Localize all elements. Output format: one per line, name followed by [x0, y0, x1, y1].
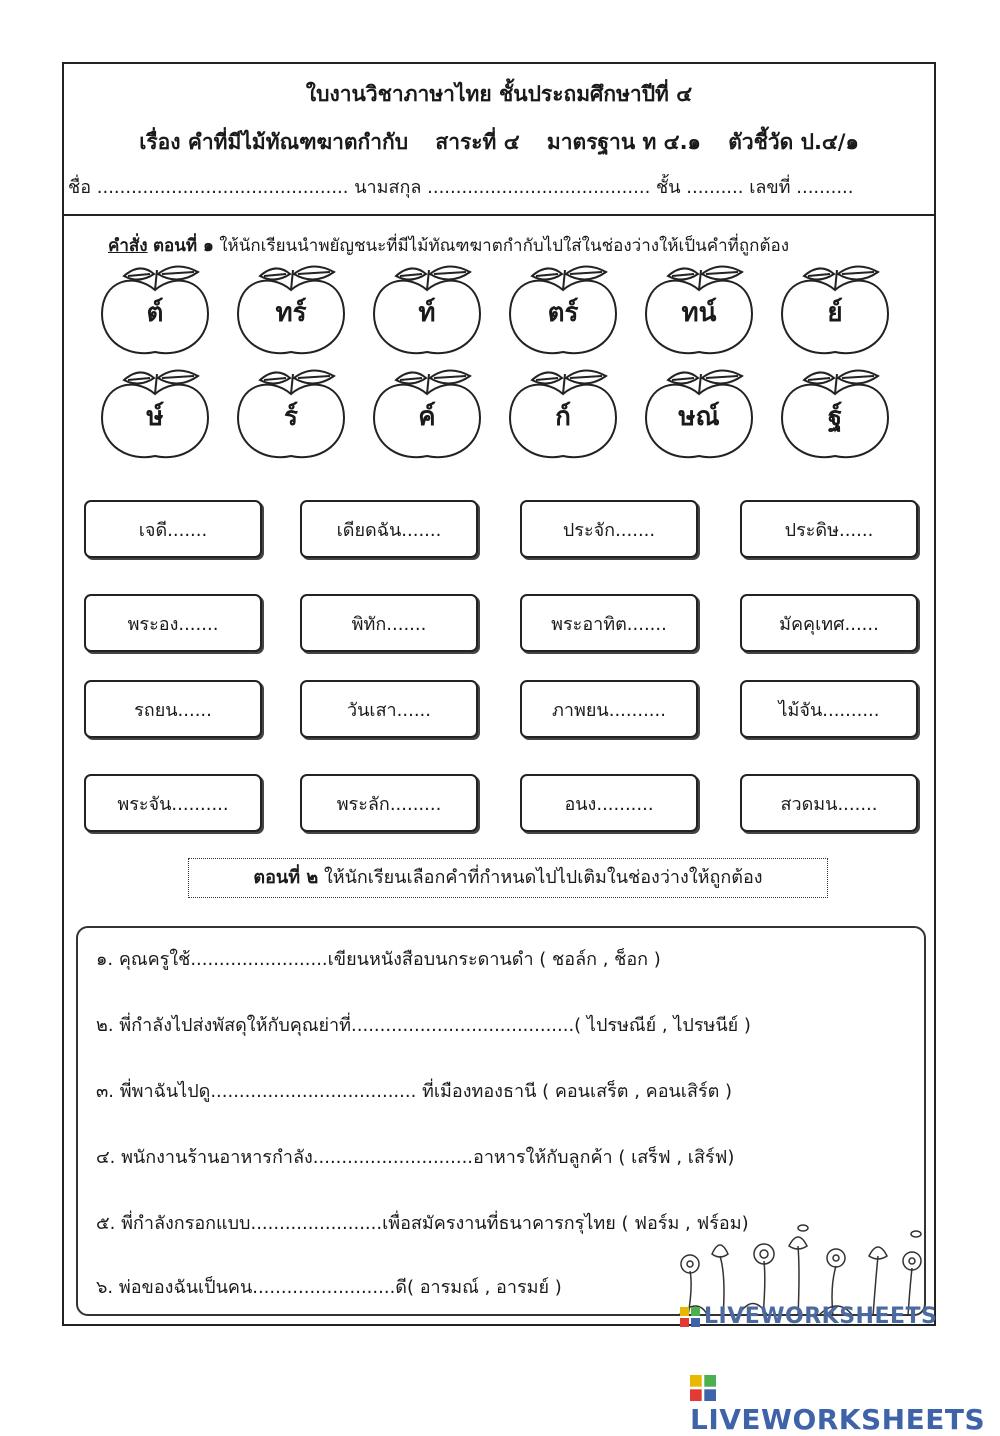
- apple-card[interactable]: [502, 366, 624, 466]
- apple-consonant: ทน์: [681, 298, 717, 328]
- part1-instruction: [108, 232, 789, 259]
- word-blank-box[interactable]: สวดมน.......: [740, 774, 918, 832]
- word-blank-box[interactable]: พิทัก.......: [300, 594, 478, 652]
- apple-card[interactable]: [94, 262, 216, 362]
- apple-consonant: ก์: [555, 402, 571, 432]
- word-blank-box[interactable]: พระจัน..........: [84, 774, 262, 832]
- word-blank-box[interactable]: ประจัก.......: [520, 500, 698, 558]
- command-label: คำสั่ง: [108, 236, 148, 256]
- word-blank-box[interactable]: พระลัก.........: [300, 774, 478, 832]
- apple-card[interactable]: [774, 366, 896, 466]
- apple-grid: [94, 262, 914, 482]
- standard-label: มาตรฐาน ท ๔.๑: [546, 130, 701, 154]
- subject-label: เรื่อง คำที่มีไม้ทัณฑฆาตกำกับ: [139, 130, 409, 154]
- apple-card[interactable]: [502, 262, 624, 362]
- apple-card[interactable]: [230, 366, 352, 466]
- apple-card[interactable]: [94, 366, 216, 466]
- part2-text: ให้นักเรียนเลือกคำที่กำหนดไปไปเติมในช่องว่างให้ถูกต้อง: [323, 867, 763, 888]
- apple-consonant: ค์: [418, 402, 436, 432]
- word-blank-box[interactable]: พระอาทิต.......: [520, 594, 698, 652]
- worksheet-subtitle: [64, 126, 934, 159]
- worksheet-header: [64, 64, 934, 216]
- part1-text: ให้นักเรียนนำพยัญชนะที่มีไม้ทัณฑฆาตกำกับไปใส่ในช่องว่างให้เป็นคำที่ถูกต้อง: [219, 236, 790, 256]
- apple-card[interactable]: [638, 366, 760, 466]
- apple-consonant: ทร์: [275, 298, 307, 328]
- footer-logo-text: LIVEWORKSHEETS: [690, 1403, 986, 1436]
- word-blank-box[interactable]: ไม้จัน..........: [740, 680, 918, 738]
- word-blank-box[interactable]: พระอง.......: [84, 594, 262, 652]
- watermark-text: LIVEWORKSHEETS: [704, 1304, 938, 1329]
- apple-consonant: ษ์: [146, 402, 164, 432]
- word-blank-box[interactable]: รถยน......: [84, 680, 262, 738]
- question-item[interactable]: ๑. คุณครูใช้........................เขียนหนังสือบนกระดานดำ ( ชอล์ก , ช็อก ): [96, 949, 661, 970]
- apple-consonant: ษณ์: [678, 402, 720, 432]
- flower-decoration-icon: [668, 1216, 938, 1316]
- liveworksheets-logo-icon: [690, 1375, 716, 1401]
- apple-consonant: ต์: [146, 298, 164, 328]
- apple-card[interactable]: [638, 262, 760, 362]
- question-item[interactable]: ๖. พ่อของฉันเป็นคน.........................ดี( อารมณ์ , อารมย์ ): [96, 1277, 562, 1298]
- liveworksheets-logo-icon: [680, 1307, 700, 1327]
- indicator-label: ตัวชี้วัด ป.๔/๑: [728, 130, 859, 154]
- watermark-logo: [680, 1304, 937, 1329]
- apple-card[interactable]: [774, 262, 896, 362]
- word-blank-box[interactable]: วันเสา......: [300, 680, 478, 738]
- apple-consonant: ย์: [827, 298, 843, 328]
- question-item[interactable]: ๔. พนักงานร้านอาหารกำลัง............................อาหารให้กับลูกค้า ( เสร็ฟ , เสิร์ฟ): [96, 1147, 735, 1168]
- apple-card[interactable]: [366, 366, 488, 466]
- question-item[interactable]: ๒. พี่กำลังไปส่งพัสดุให้กับคุณย่าที่.......................................( ไปรษณีย์ , ไปรษนีย์ ): [96, 1015, 751, 1036]
- apple-consonant: ฐ์: [827, 402, 843, 432]
- student-info-line: ชื่อ ............................................ นามสกุล ....................................... ชั้น .......... เลขที่ ..........: [68, 177, 854, 198]
- word-blank-box[interactable]: มัคคุเทศ......: [740, 594, 918, 652]
- word-blank-box[interactable]: เจดี.......: [84, 500, 262, 558]
- question-item[interactable]: ๓. พี่พาฉันไปดู.................................... ที่เมืองทองธานี ( คอนเสร็ต , คอนเสิร์ต ): [96, 1081, 733, 1102]
- word-blank-box[interactable]: ภาพยน..........: [520, 680, 698, 738]
- word-blank-box[interactable]: อนง..........: [520, 774, 698, 832]
- word-blank-box[interactable]: ประดิษ......: [740, 500, 918, 558]
- word-blank-box[interactable]: เดียดฉัน.......: [300, 500, 478, 558]
- apple-consonant: ตร์: [547, 298, 579, 328]
- footer-logo[interactable]: [690, 1370, 1000, 1436]
- apple-card[interactable]: [230, 262, 352, 362]
- apple-consonant: ท์: [418, 298, 436, 328]
- part2-instruction: [188, 858, 828, 898]
- part1-title: ตอนที่ ๑: [153, 236, 214, 256]
- question-item[interactable]: ๕. พี่กำลังกรอกแบบ.......................เพื่อสมัครงานที่ธนาคารกรุไทย ( ฟอร์ม , ฟร์อม): [96, 1213, 749, 1234]
- worksheet-frame: [62, 62, 936, 1326]
- worksheet-title: ใบงานวิชาภาษาไทย ชั้นประถมศึกษาปีที่ ๔: [305, 82, 693, 106]
- apple-consonant: ร์: [284, 402, 298, 432]
- apple-card[interactable]: [366, 262, 488, 362]
- part2-title: ตอนที่ ๒: [253, 867, 319, 888]
- strand-label: สาระที่ ๔: [435, 130, 520, 154]
